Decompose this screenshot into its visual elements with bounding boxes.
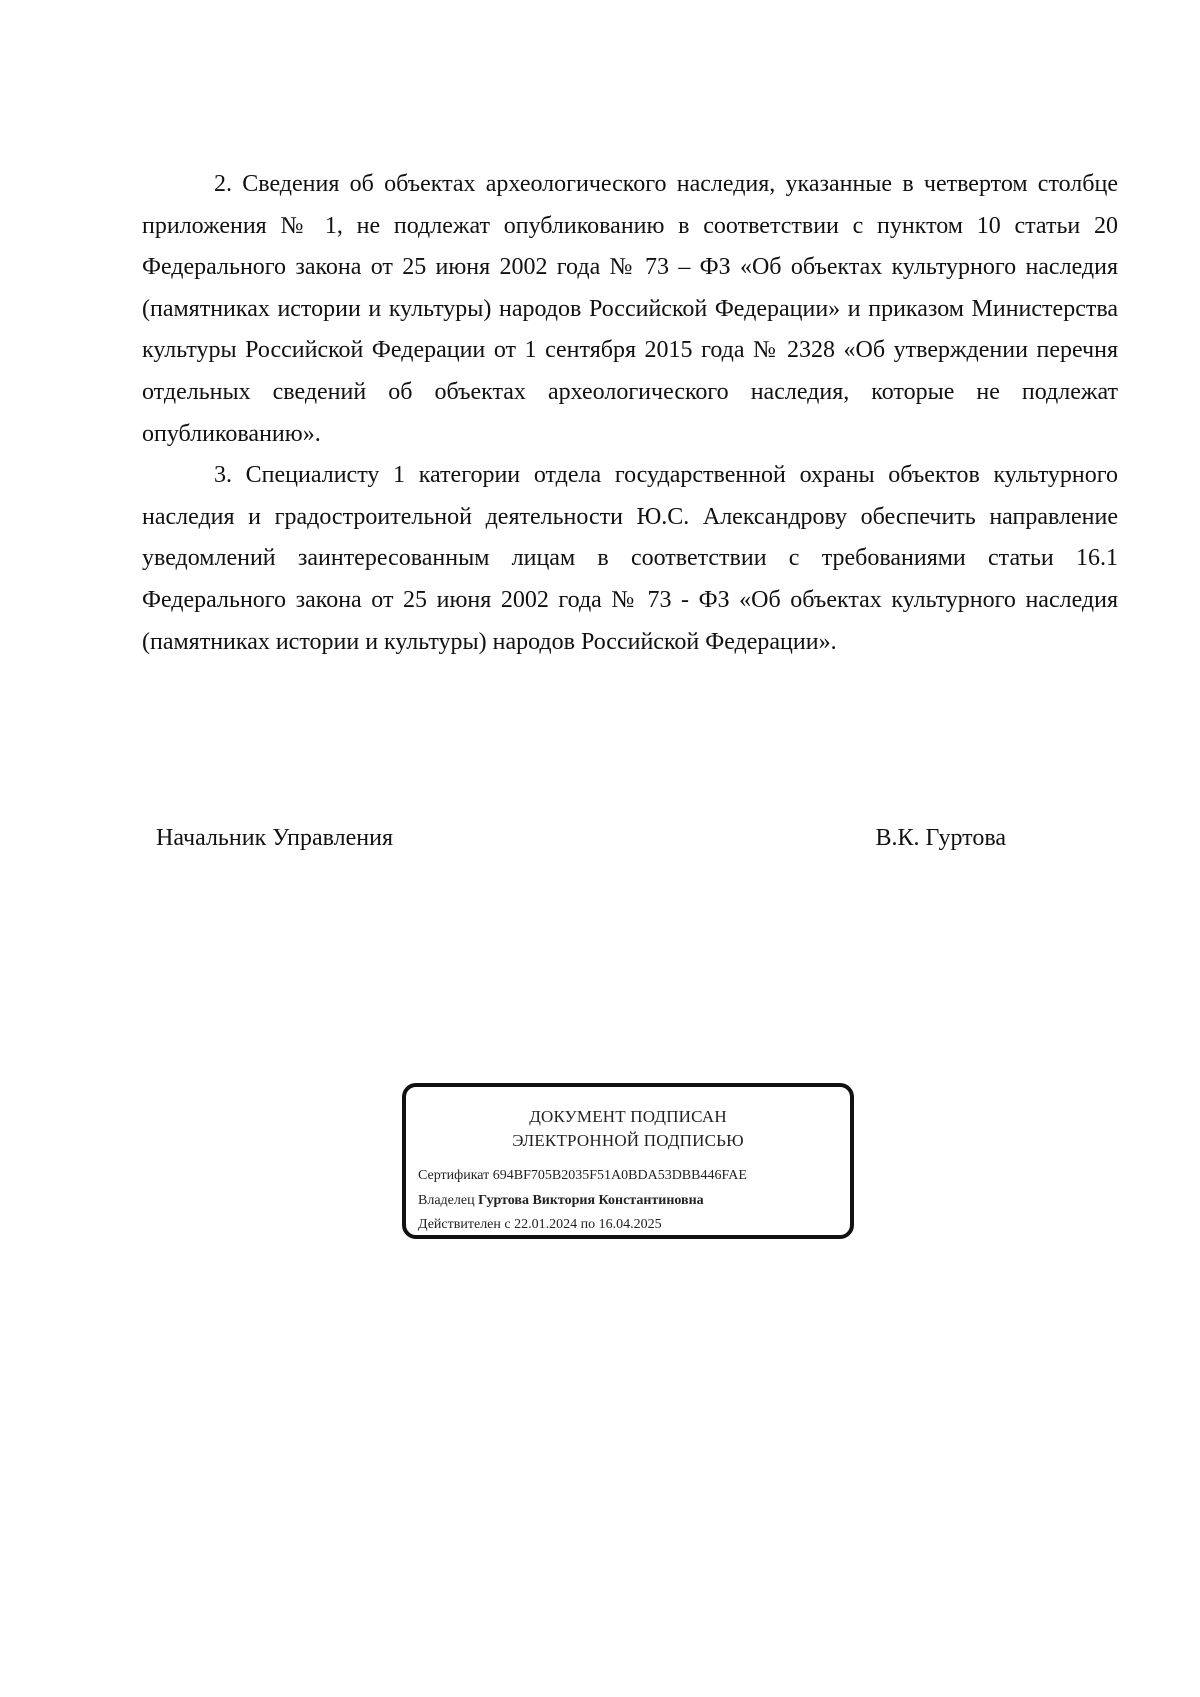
stamp-details <box>418 1164 842 1238</box>
electronic-signature-stamp <box>402 1083 854 1239</box>
stamp-title <box>406 1105 850 1153</box>
stamp-title-line-2: ЭЛЕКТРОННОЙ ПОДПИСЬЮ <box>512 1131 744 1150</box>
owner-label: Владелец <box>418 1192 475 1208</box>
certificate-value: 694BF705B2035F51A0BDA53DBB446FAE <box>492 1168 747 1183</box>
owner-value: Гуртова Виктория Константиновна <box>478 1192 704 1208</box>
signatory-name: В.К. Гуртова <box>875 825 1006 851</box>
document-body <box>142 164 1118 663</box>
stamp-title-line-1: ДОКУМЕНТ ПОДПИСАН <box>529 1107 727 1126</box>
owner-line <box>418 1189 842 1214</box>
valid-to-label: по <box>580 1217 596 1232</box>
valid-from-date: 22.01.2024 <box>514 1217 578 1232</box>
paragraph-3: 3. Специалисту 1 категории отдела государственной охраны объектов культурного наследия и градостроительной деятельности Ю.С. Александрову обеспечить направление уведомлений заинтересованным лицам в соответствии с требованиями статьи 16.1 Федерального закона от 25 июня 2002 года № 73 - ФЗ «Об объектах культурного наследия (памятниках истории и культуры) народов Российской Федерации». <box>142 462 1118 655</box>
valid-to-date: 16.04.2025 <box>598 1217 662 1232</box>
validity-line <box>418 1213 842 1238</box>
certificate-label: Сертификат <box>418 1168 490 1183</box>
certificate-line <box>418 1164 842 1189</box>
paragraph-2: 2. Сведения об объектах археологического наследия, указанные в четвертом столбце приложения № 1, не подлежат опубликованию в соответствии с пунктом 10 статьи 20 Федерального закона от 25 июня 2002 года № 73 – ФЗ «Об объектах культурного наследия (памятниках истории и культуры) народов Российской Федерации» и приказом Министерства культуры Российской Федерации от 1 сентября 2015 года № 2328 «Об утверждении перечня отдельных сведений об объектах археологического наследия, которые не подлежат опубликованию». <box>142 171 1118 447</box>
signatory-position: Начальник Управления <box>156 825 393 851</box>
valid-from-label: Действителен с <box>418 1217 511 1232</box>
